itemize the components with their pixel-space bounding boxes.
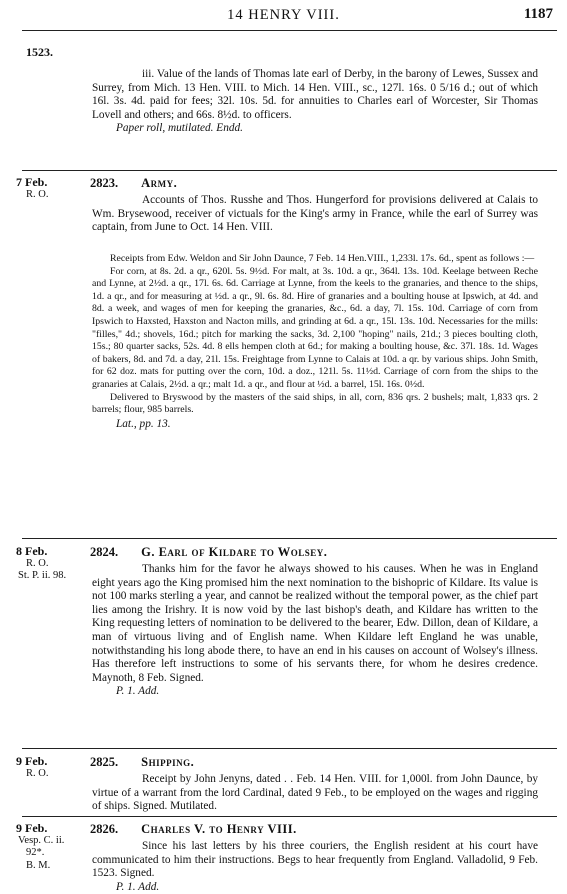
entry-number: 2826.: [90, 822, 119, 836]
entry-text: Since his last letters by his three couriers, the English resident at his court have communicated to him their instructions. Begs to hear frequently from England. Valladolid, 9 Feb. 1523. Signed.: [92, 840, 538, 880]
entry-divider: [22, 170, 557, 171]
entry-body: [92, 773, 538, 814]
entry-note: Lat., pp. 13.: [116, 417, 171, 430]
entry-source: St. P. ii. 98.: [18, 570, 67, 581]
entry-divider: [22, 816, 557, 817]
entry-body: [92, 194, 538, 235]
entry-divider: [22, 748, 557, 749]
entry-detail: [92, 253, 538, 431]
header-rule: [22, 30, 557, 31]
entry-detail-expenses: For corn, at 8s. 2d. a qr., 620l. 5s. 9½d. For malt, at 3s. 10d. a qr., 364l. 13s. 10d. Keelage between Reche and Lynne, at 2½d. a qr., 17l. 6s. 6d. Carriage at Lynne, from the keels to the granaries, and thence to the ships, 1d. a qr., and for measuring at ½d. a qr., 9l. 6s. 8d. Hire of granaries and a boulting house at Ipswich, at 4d. and 8d. a week, and wages of men for keeping the granaries, &c., 6d. a day, 7l. 15s. 10d. Carriage of corn from Ipswich to Haxsted, Haxston and Nacton mills, and grinding at 6d. a qr., 15l. 13s. 10d. Necessaries for the mills: "filles," 4d.; shovels, 16d.; pitch for marking the sacks, 3d. 2,100 "hoping" nails, 21d.; 3 pieces boulting cloth, 15s.; 80 quarter sacks, 52s. 4d. 8 ells hempen cloth at 6d.; for making a boulting house, &c. 37l. 18s. 1d. Wages of bakers, 8d. and 7d. a day, 21l. 15s. Freightage from Lynne to Calais at 10d. a qr. by various ships. John Smith, for 62 doz. mats for putting over the corn, 10d. a doz., 121l. 5s. 11½d. Carriage of corn from the ships to the granaries at Calais, 2½d. a qr.; malt 1d. a qr., and flour at ½d. a barrel, 15l. 16s. 0½d.: [92, 265, 538, 390]
entry-title: G. Earl of Kildare to Wolsey.: [141, 545, 328, 559]
entry-text: Accounts of Thos. Russhe and Thos. Hungerford for provisions delivered at Calais to Wm. Brysewood, receiver of victuals for the King's army in France, while the earl of Surrey was captain, from June to Oct. 14 Hen. VIII.: [92, 194, 538, 234]
entry-margin: [16, 176, 84, 201]
continuation-text: iii. Value of the lands of Thomas late earl of Derby, in the barony of Lewes, Sussex and Surrey, from Mich. 13 Hen. VIII. to Mich. 14 Hen. VIII., sc., 127l. 16s. 0 5/16 d.; out of which 16l. 3s. 4d. paid for fees; 32l. 10s. 5d. for annuities to Charles earl of Worcester, Sir Thomas Lovell and others; and 66s. 8½d. to officers.: [92, 68, 538, 121]
page-header: [0, 6, 567, 28]
entry-heading: [90, 545, 327, 560]
entry-text: Thanks him for the favor he always showed to his causes. When he was in England eight years ago the King promised him the next nomination to the bishopric of Kildare. Its value is not 100 marks sterling a year, and cannot be realized without the temporal power, as the chief part lies among the Irishry. It is now void by the last bishop's death, and Kildare has written to the King requesting letters of nomination to be delivered to the bearer, Edw. Dillon, dean of Kildare, a man of virtuous living and of English name. When Kildare left England he was unable, notwithstanding his long abode there, to have an end in his causes on account of Wolsey's illness. Has therefore left instructions to some of his servants there, for whom he desires credence. Maynoth, 8 Feb. Signed.: [92, 563, 538, 684]
entry-detail-delivered: Delivered to Bryswood by the masters of the said ships, in all, corn, 836 qrs. 2 bushels; malt, 1,833 qrs. 2 barrels; flour, 985 barrels.: [92, 391, 538, 416]
entry-title: Army.: [141, 176, 178, 190]
entry-note: P. 1. Add.: [116, 880, 160, 893]
entry-detail-receipts: Receipts from Edw. Weldon and Sir John Daunce, 7 Feb. 14 Hen.VIII., 1,233l. 17s. 6d., spent as follows :—: [110, 253, 535, 264]
entry-margin: [16, 545, 84, 583]
entry-continuation: [92, 68, 538, 136]
entry-note: P. 1. Add.: [116, 685, 160, 698]
entry-number: 2823.: [90, 176, 119, 190]
entry-title: Shipping.: [141, 755, 195, 769]
page-number: 1187: [523, 6, 553, 22]
entry-heading: [90, 822, 297, 837]
entry-source: B. M.: [26, 859, 51, 871]
entry-date: 9 Feb.: [16, 821, 48, 835]
entry-source: Vesp. C. ii.: [18, 834, 65, 846]
entry-source: R. O.: [26, 557, 49, 569]
entry-number: 2824.: [90, 545, 119, 559]
year-marker: 1523.: [26, 45, 53, 59]
entry-date: 9 Feb.: [16, 754, 48, 768]
entry-body: [92, 563, 538, 699]
entry-text: Receipt by John Jenyns, dated . . Feb. 14 Hen. VIII. for 1,000l. from John Daunce, by virtue of a warrant from the lord Cardinal, dated 9 Feb., to be employed on the wages and rigging of ships. Signed. Mutilated.: [92, 773, 538, 813]
continuation-note: Paper roll, mutilated. Endd.: [116, 122, 243, 135]
entry-heading: [90, 176, 177, 191]
entry-margin: [16, 822, 84, 872]
entry-heading: [90, 755, 194, 770]
entry-source: 92*.: [26, 847, 45, 858]
entry-source: R. O.: [26, 767, 49, 779]
entry-divider: [22, 538, 557, 539]
entry-margin: [16, 755, 84, 780]
entry-source: R. O.: [26, 188, 49, 200]
entry-number: 2825.: [90, 755, 119, 769]
entry-date: 7 Feb.: [16, 175, 48, 189]
running-title: 14 HENRY VIII.: [227, 7, 340, 23]
entry-title: Charles V. to Henry VIII.: [141, 822, 297, 836]
entry-date: 8 Feb.: [16, 544, 48, 558]
entry-body: [92, 840, 538, 894]
